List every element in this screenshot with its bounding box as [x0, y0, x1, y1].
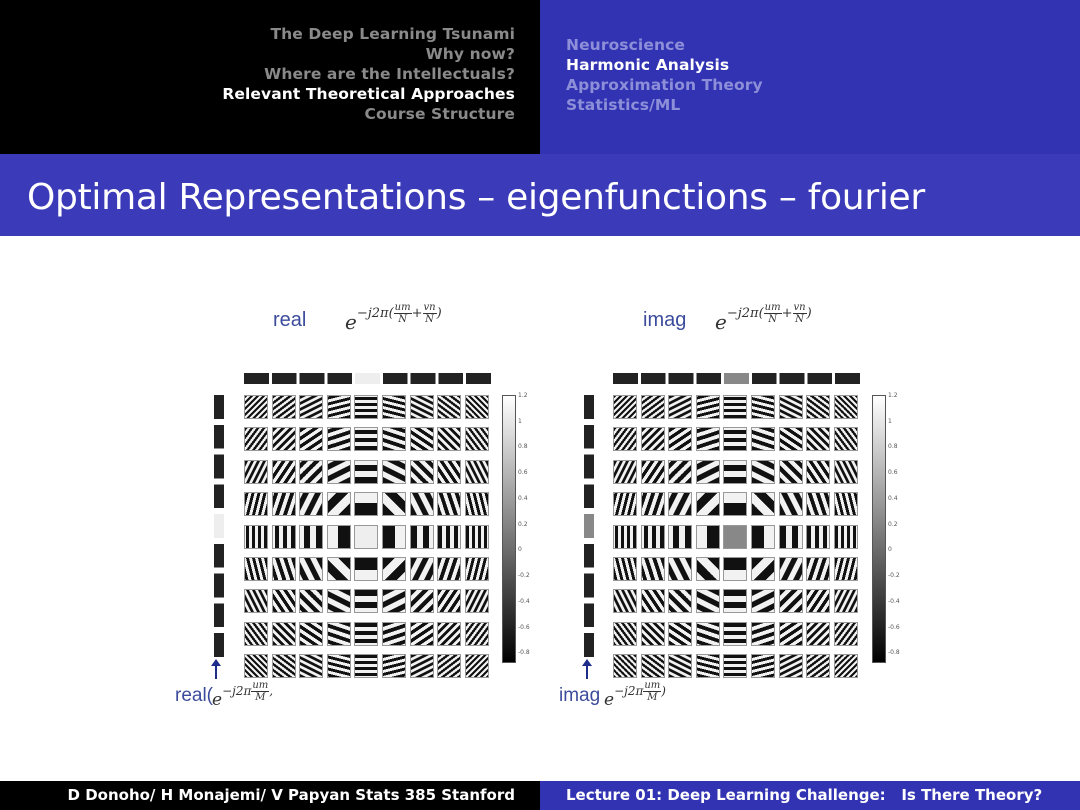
basis-tile: [834, 525, 858, 549]
basis-tile: [272, 654, 296, 678]
colorbar-tick-label: -0.4: [518, 597, 530, 605]
colorbar-tick-label: 0.2: [888, 520, 898, 528]
imag-colorbar: [872, 395, 886, 663]
basis-tile: [641, 557, 665, 581]
basis-tile: [668, 654, 692, 678]
basis-tile: [668, 622, 692, 646]
basis-tile: [613, 525, 637, 549]
basis-tile: [327, 427, 351, 451]
basis-tile: [668, 395, 692, 419]
basis-tile: [806, 589, 830, 613]
footer-authors: D Donoho/ H Monajemi/ V Papyan Stats 385 Stanford: [0, 781, 540, 810]
basis-tile: [272, 622, 296, 646]
basis-tile: [834, 460, 858, 484]
basis-tile: [299, 654, 323, 678]
colorbar-tick-label: -0.4: [888, 597, 900, 605]
basis-tile: [272, 395, 296, 419]
basis-tile: [668, 460, 692, 484]
real-side-label: real(: [175, 685, 214, 706]
basis-tile: [410, 427, 434, 451]
basis-tile: [410, 654, 434, 678]
basis-tile: [806, 557, 830, 581]
basis-tile: [613, 427, 637, 451]
imag-top-basis-strip: [613, 373, 863, 384]
basis-tile: [327, 460, 351, 484]
basis-tile: [299, 460, 323, 484]
basis-tile: [465, 557, 489, 581]
basis-tile: [354, 492, 378, 516]
basis-tile: [327, 622, 351, 646]
nav-subsection-harmonic-analysis[interactable]: Harmonic Analysis: [566, 56, 730, 74]
basis-tile: [354, 460, 378, 484]
real-up-arrow: [215, 665, 217, 679]
basis-tile: [751, 622, 775, 646]
basis-tile: [806, 427, 830, 451]
basis-tile: [613, 492, 637, 516]
basis-tile: [723, 525, 747, 549]
basis-tile: [410, 492, 434, 516]
section-navigation: [0, 0, 540, 154]
basis-tile: [696, 525, 720, 549]
nav-section-tsunami[interactable]: The Deep Learning Tsunami: [270, 25, 515, 43]
colorbar-tick-label: 1: [518, 417, 522, 425]
basis-tile: [382, 622, 406, 646]
colorbar-tick-label: -0.2: [518, 572, 530, 580]
basis-tile: [410, 622, 434, 646]
nav-section-course-structure[interactable]: Course Structure: [364, 105, 515, 123]
basis-tile: [779, 654, 803, 678]
basis-tile: [272, 427, 296, 451]
basis-tile: [410, 525, 434, 549]
basis-tile: [641, 492, 665, 516]
basis-tile: [641, 427, 665, 451]
basis-tile: [299, 525, 323, 549]
basis-tile: [410, 557, 434, 581]
imag-basis-grid: [613, 395, 858, 678]
basis-tile: [327, 525, 351, 549]
basis-tile: [327, 492, 351, 516]
basis-tile: [779, 427, 803, 451]
colorbar-tick-label: -0.2: [888, 572, 900, 580]
basis-tile: [465, 492, 489, 516]
basis-tile: [613, 395, 637, 419]
basis-tile: [751, 427, 775, 451]
basis-tile: [779, 460, 803, 484]
colorbar-tick-label: 0: [888, 546, 892, 554]
basis-tile: [696, 395, 720, 419]
basis-tile: [723, 460, 747, 484]
basis-tile: [272, 589, 296, 613]
basis-tile: [834, 589, 858, 613]
colorbar-tick-label: 0.6: [518, 469, 528, 477]
basis-tile: [641, 525, 665, 549]
basis-tile: [806, 525, 830, 549]
basis-tile: [272, 557, 296, 581]
real-panel-formula: $e^{-j2\pi( \frac{um}{N} + \frac{vn}{N} )}$: [345, 302, 442, 334]
colorbar-tick-label: -0.6: [518, 623, 530, 631]
basis-tile: [668, 557, 692, 581]
basis-tile: [806, 654, 830, 678]
nav-subsection-statistics-ml[interactable]: Statistics/ML: [566, 96, 681, 114]
basis-tile: [696, 492, 720, 516]
imag-panel-formula: $e^{-j2\pi( \frac{um}{N} + \frac{vn}{N} )}$: [715, 302, 812, 334]
colorbar-tick-label: 1.2: [518, 392, 528, 399]
basis-tile: [299, 395, 323, 419]
basis-tile: [751, 589, 775, 613]
nav-subsection-approximation-theory[interactable]: Approximation Theory: [566, 76, 763, 94]
real-side-formula: $e^{-j2\pi \frac{um}{M} ,}$: [212, 680, 274, 710]
basis-tile: [410, 460, 434, 484]
nav-section-intellectuals[interactable]: Where are the Intellectuals?: [264, 65, 515, 83]
colorbar-tick-label: -0.6: [888, 623, 900, 631]
basis-tile: [327, 654, 351, 678]
basis-tile: [272, 492, 296, 516]
basis-tile: [465, 622, 489, 646]
basis-tile: [354, 557, 378, 581]
basis-tile: [465, 654, 489, 678]
basis-tile: [382, 589, 406, 613]
basis-tile: [641, 395, 665, 419]
basis-tile: [354, 395, 378, 419]
basis-tile: [465, 395, 489, 419]
basis-tile: [299, 622, 323, 646]
basis-tile: [668, 525, 692, 549]
real-colorbar: [502, 395, 516, 663]
basis-tile: [696, 622, 720, 646]
nav-subsection-neuroscience[interactable]: Neuroscience: [566, 36, 685, 54]
basis-tile: [354, 589, 378, 613]
slide-title: Optimal Representations – eigenfunctions – fourier: [27, 177, 925, 218]
colorbar-tick-label: 0.6: [888, 469, 898, 477]
basis-tile: [354, 427, 378, 451]
basis-tile: [751, 492, 775, 516]
basis-tile: [751, 525, 775, 549]
basis-tile: [668, 492, 692, 516]
basis-tile: [244, 622, 268, 646]
basis-tile: [613, 460, 637, 484]
basis-tile: [272, 525, 296, 549]
basis-tile: [437, 492, 461, 516]
imag-up-arrow: [586, 665, 588, 679]
basis-tile: [641, 460, 665, 484]
colorbar-tick-label: 1: [888, 417, 892, 425]
basis-tile: [437, 525, 461, 549]
basis-tile: [668, 589, 692, 613]
basis-tile: [751, 557, 775, 581]
basis-tile: [410, 589, 434, 613]
basis-tile: [723, 589, 747, 613]
colorbar-tick-label: 0.8: [888, 443, 898, 451]
imag-side-formula: $e^{-j2\pi \frac{um}{M} )}$: [604, 680, 666, 710]
basis-tile: [779, 492, 803, 516]
real-panel-label: real: [273, 309, 307, 331]
basis-tile: [244, 525, 268, 549]
basis-tile: [641, 654, 665, 678]
real-basis-grid: [244, 395, 489, 678]
basis-tile: [834, 622, 858, 646]
basis-tile: [382, 427, 406, 451]
basis-tile: [723, 395, 747, 419]
title-bar: [0, 154, 1080, 236]
basis-tile: [244, 557, 268, 581]
basis-tile: [696, 557, 720, 581]
nav-section-theoretical-approaches[interactable]: Relevant Theoretical Approaches: [222, 85, 515, 103]
basis-tile: [696, 589, 720, 613]
basis-tile: [696, 460, 720, 484]
basis-tile: [410, 395, 434, 419]
basis-tile: [834, 492, 858, 516]
basis-tile: [437, 460, 461, 484]
basis-tile: [723, 654, 747, 678]
colorbar-tick-label: -0.8: [888, 649, 900, 657]
basis-tile: [244, 395, 268, 419]
colorbar-tick-label: 0.8: [518, 443, 528, 451]
footer-lecture-title: Lecture 01: Deep Learning Challenge: Is There Theory?: [540, 781, 1080, 810]
basis-tile: [327, 589, 351, 613]
colorbar-tick-label: -0.8: [518, 649, 530, 657]
basis-tile: [751, 654, 775, 678]
basis-tile: [806, 460, 830, 484]
basis-tile: [244, 492, 268, 516]
basis-tile: [613, 557, 637, 581]
basis-tile: [465, 525, 489, 549]
imag-left-basis-strip: [584, 395, 594, 663]
nav-section-why-now[interactable]: Why now?: [425, 45, 515, 63]
real-top-basis-strip: [244, 373, 494, 384]
basis-tile: [834, 395, 858, 419]
basis-tile: [806, 492, 830, 516]
basis-tile: [779, 557, 803, 581]
basis-tile: [806, 622, 830, 646]
basis-tile: [806, 395, 830, 419]
basis-tile: [834, 654, 858, 678]
basis-tile: [382, 557, 406, 581]
basis-tile: [723, 622, 747, 646]
basis-tile: [723, 427, 747, 451]
basis-tile: [382, 654, 406, 678]
basis-tile: [465, 427, 489, 451]
basis-tile: [244, 589, 268, 613]
imag-panel-label: imag: [643, 309, 687, 331]
basis-tile: [613, 622, 637, 646]
basis-tile: [327, 395, 351, 419]
basis-tile: [382, 525, 406, 549]
basis-tile: [834, 557, 858, 581]
colorbar-tick-label: 0.2: [518, 520, 528, 528]
basis-tile: [613, 589, 637, 613]
basis-tile: [299, 427, 323, 451]
basis-tile: [244, 460, 268, 484]
basis-tile: [244, 654, 268, 678]
basis-tile: [354, 525, 378, 549]
basis-tile: [779, 525, 803, 549]
basis-tile: [751, 460, 775, 484]
basis-tile: [779, 395, 803, 419]
basis-tile: [354, 622, 378, 646]
basis-tile: [437, 654, 461, 678]
basis-tile: [437, 395, 461, 419]
real-left-basis-strip: [214, 395, 224, 663]
colorbar-tick-label: 0: [518, 546, 522, 554]
imag-side-label: imag: [559, 685, 601, 706]
colorbar-tick-label: 1.2: [888, 392, 898, 399]
basis-tile: [437, 427, 461, 451]
basis-tile: [723, 492, 747, 516]
basis-tile: [437, 622, 461, 646]
basis-tile: [641, 622, 665, 646]
basis-tile: [299, 557, 323, 581]
basis-tile: [244, 427, 268, 451]
basis-tile: [354, 654, 378, 678]
basis-tile: [779, 589, 803, 613]
basis-tile: [696, 427, 720, 451]
basis-tile: [437, 557, 461, 581]
basis-tile: [465, 589, 489, 613]
basis-tile: [696, 654, 720, 678]
basis-tile: [641, 589, 665, 613]
basis-tile: [272, 460, 296, 484]
basis-tile: [613, 654, 637, 678]
subsection-navigation: [540, 0, 1080, 154]
colorbar-tick-label: 0.4: [518, 494, 528, 502]
basis-tile: [465, 460, 489, 484]
basis-tile: [299, 492, 323, 516]
basis-tile: [382, 395, 406, 419]
colorbar-tick-label: 0.4: [888, 494, 898, 502]
basis-tile: [299, 589, 323, 613]
basis-tile: [382, 460, 406, 484]
basis-tile: [723, 557, 747, 581]
basis-tile: [327, 557, 351, 581]
basis-tile: [437, 589, 461, 613]
basis-tile: [834, 427, 858, 451]
basis-tile: [382, 492, 406, 516]
basis-tile: [779, 622, 803, 646]
basis-tile: [751, 395, 775, 419]
basis-tile: [668, 427, 692, 451]
